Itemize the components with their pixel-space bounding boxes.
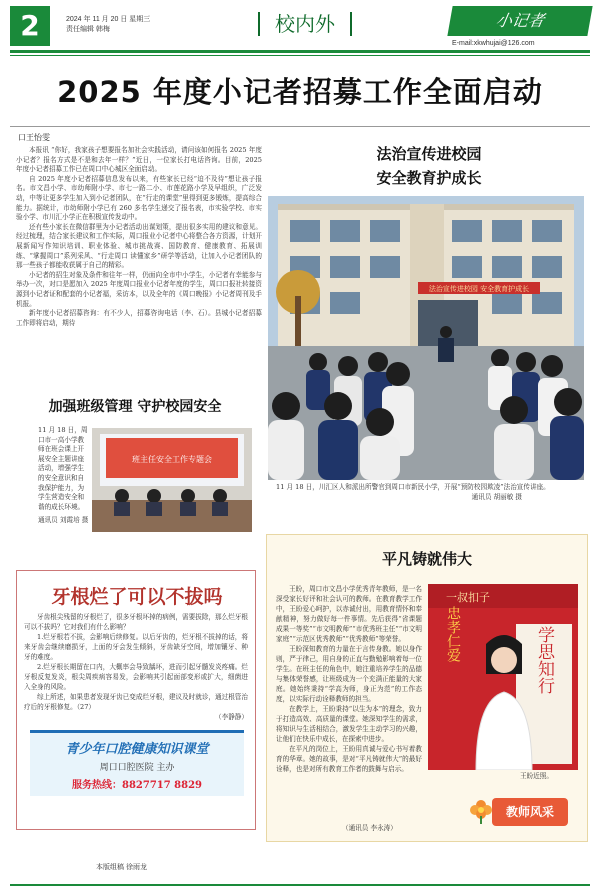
- left-article-paragraph: 新年度小记者招募咨询：有不少人，招募咨询电话（李、石）。县城小记者招募工作即将启动，期待: [16, 309, 262, 327]
- mid-article-title: 加强班级管理 守护校园安全: [48, 399, 222, 415]
- issue-date: 2024 年 11 月 20 日 星期三: [66, 16, 151, 23]
- mid-caption-text: 11 月 18 日，周口市一高小学教师在班会课上开展安全主题讲座活动，增强学生的安全意识和自我保护能力，为学生营造安全和谐的成长环境。: [38, 426, 88, 511]
- left-article-paragraph: 自 2025 年度小记者招募信息发布以来，有些家长已经“迫不及待”想让孩子报名。市文昌小学、市幼师附小学、市七一路二小、市莲花路小学及早组织，广泛发动，中等让更多学生加入到小记者团队，在“行走的课堂”里得到更多锻炼，提高综合能力。据统计，市幼师附小学已有 260 多名学生递交了报名表，市实验学校、市实验小学、市川汇小学正在积极宣传发动中。: [16, 174, 262, 222]
- left-article-paragraph: 小记者的招生对象及条件和往年一样，仍面向全市中小学生，小记者有幸能参与举办一次，对口是愿加入 2025 年度周口报业小记者年度的学生，周口口报社转接资源到小记者证和配套的小记者福，采访本，以及全年的《周口晚报》小记者周刊及手机报。: [16, 270, 262, 308]
- header-rule: [10, 50, 590, 53]
- header-rule-thin: [10, 55, 590, 56]
- teacher-paragraph: 在平凡的岗位上，王盼用真诚与爱心书写着教育的华章。她的故事，是对“平凡铸就伟大”的最好诠释，也是对所有教育工作者的鼓舞与启示。: [276, 745, 422, 773]
- dental-ad-phone: 服务热线：8827717 8829: [71, 780, 203, 791]
- dental-paragraph: 综上所述，如果患者发现牙齿已变成烂牙根，建议及时就诊，通过根管治疗后的牙根修复。（27）: [24, 693, 248, 711]
- teacher-feature-title: 平凡铸就伟大: [381, 550, 472, 568]
- mid-article-caption: [38, 426, 90, 526]
- brand-logo: 小记者: [447, 6, 592, 36]
- issue-editor: 责任编辑 韩梅: [66, 26, 110, 33]
- right-title-line1: 法治宣传进校园: [376, 145, 482, 163]
- left-article-paragraph: 还有些小家长在微信群里为小记者活动出谋划策，提出很多实用的建议和意见。经过梳理，结合家长建议和工作实际，周口报业小记者中心将整合各方资源，计划开展新闻写作知识培训、职业体验、城市挑战赛、国防教育、健康教育、拓展训练、“掌握周口”系列采风、“行走周口 读懂家乡”研学等活动，让加入小记者团队的那一些孩子都能收获属于自己的精彩。: [16, 222, 262, 270]
- page-footer-editor: 本版组稿 徐雨龙: [96, 864, 147, 871]
- photo-banner-sign: 法治宣传进校园 安全教育护成长: [428, 285, 530, 293]
- dental-article-title: 牙根烂了可以不拔吗: [51, 586, 223, 608]
- right-caption-credit: 通讯员 胡丽敏 摄: [471, 493, 522, 501]
- page-number: 2: [10, 6, 50, 46]
- right-title-line2: 安全教育护成长: [376, 169, 482, 187]
- flower-icon: [468, 798, 494, 824]
- dental-article-body: [24, 612, 248, 722]
- section-title: 校内外: [258, 6, 352, 42]
- teacher-portrait-photo: [428, 584, 578, 770]
- photo-sign-left: 忠孝仁爱: [445, 606, 461, 662]
- dental-paragraph: 2.烂牙根长期留在口内，大概率会导致龋坏，进而引起牙髓发炎疼痛。烂牙根反复发炎，根尖周疾病容易发，会影响其引起面部变形或扩大，细菌进入全身的风险。: [24, 663, 248, 691]
- teacher-paragraph: 在教学上，王盼秉持“以生为本”的理念，致力于打造高效、高质量的课堂。她深知学生的需求，将知识与生活相结合，激发学生主动学习的兴趣，让他们在快乐中成长，在探索中进步。: [276, 705, 422, 743]
- teacher-photo-caption: 王盼近照。: [520, 772, 553, 780]
- teacher-feature-byline: （通讯员 李永涛）: [342, 824, 397, 832]
- dental-paragraph: 1.烂牙根若不拔，会影响后续修复。以后牙齿的，烂牙根不拔掉的话，将来牙齿会继续磨损牙，上面的牙会发生倾斜，牙齿缺牙空间，增加镶牙、种牙的难度。: [24, 633, 248, 661]
- photo-sign-right: 学思知行: [534, 626, 554, 694]
- dental-paragraph: 牙齿根尖残留的牙根烂了，很多牙根坏掉的病例，需要拔除，那么烂牙根可以不拔吗？它对我们有什么影响？: [24, 613, 248, 631]
- left-article-paragraph: 本报讯 “你好，我家孩子想要报名加社会实践活动，请问该如何报名 2025 年度小记者？报名方式是不是和去年一样？”近日，一位家长打电话咨询。目前，2025 年度小记者招募工作已在周口中心城区全面启动。: [16, 146, 262, 174]
- left-article-byline: 口王怡雯: [18, 133, 50, 142]
- teacher-feature-body: [276, 584, 422, 774]
- dental-ad-title: 青少年口腔健康知识课堂: [65, 742, 209, 757]
- headline-divider: [10, 126, 590, 127]
- teacher-paragraph: 王盼深知教育的力量在于言传身教。她以身作则，严于律己，用自身的正直与勤勉影响着每一位学生。在班主任的角色中，她注重培养学生的品德与集体荣誉感，让班级成为一个充满正能量的大家庭。她始终秉持“学高为师，身正为范”的工作态度，以实际行动诠释教师的担当。: [276, 645, 422, 703]
- right-caption-text: 11 月 18 日，川汇区人和派出所警官到周口市新民小学，开展“预防校园欺凌”法治宣传讲座。: [276, 483, 550, 491]
- main-headline: 2025 年度小记者招募工作全面启动: [57, 75, 543, 109]
- teacher-paragraph: 王盼，周口市文昌小学优秀青年教师，是一名深受家长好评和社会认可的教师。在教育教学工作中，王盼爱心呵护，以赤诚付出，用教育情怀和奉献精神，努力做好每一件事情。先后获得“省课题成果一等奖”“市文明教师”“市优秀班主任”“市文明家庭”“示范区优秀教师”“优秀教师”等荣誉。: [276, 585, 422, 643]
- contact-email: E-mail:xkwhujai@126.com: [452, 40, 535, 47]
- right-article-title: [268, 142, 590, 190]
- meeting-banner-text: 班主任安全工作专题会: [132, 455, 212, 464]
- right-photo-caption: [276, 482, 582, 502]
- teacher-style-badge: 教师风采: [492, 798, 568, 826]
- dental-author: （李静静）: [215, 713, 248, 721]
- dental-ad-sponsor: 周口口腔医院 主办: [99, 763, 175, 773]
- meeting-photo: [92, 428, 252, 532]
- mid-caption-credit: 通讯员 刘霞培 摄: [38, 516, 89, 525]
- left-article-body: [16, 146, 262, 328]
- photo-sign-top: 一叔扣子: [446, 591, 490, 604]
- school-assembly-photo: [268, 196, 584, 480]
- footer-rule: [10, 884, 590, 886]
